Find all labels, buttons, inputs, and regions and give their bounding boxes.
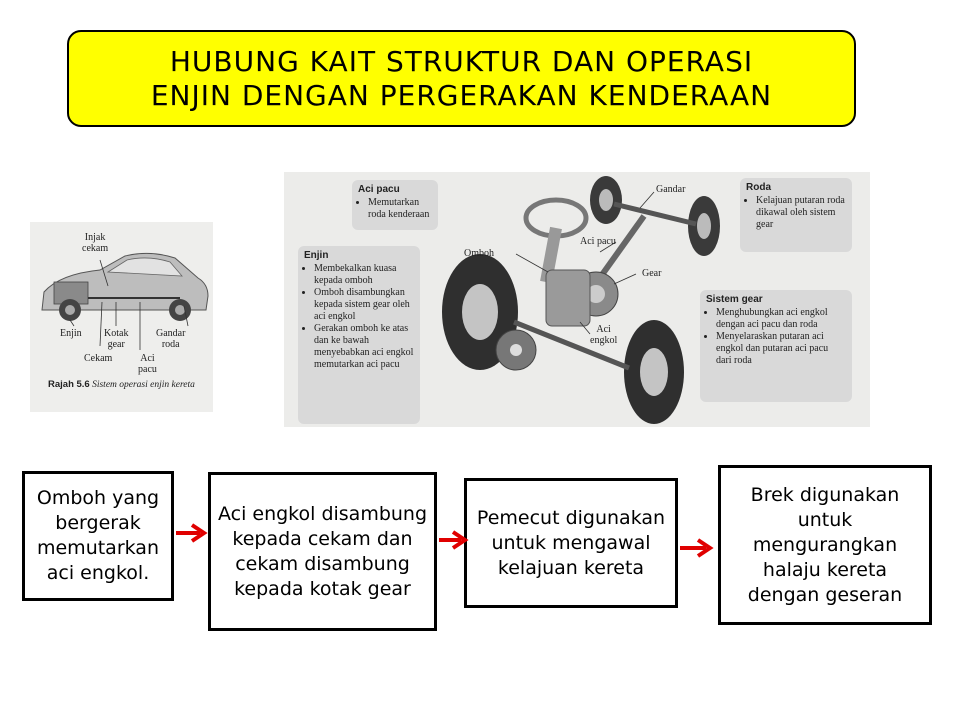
label-aci-engkol: Aci engkol <box>590 324 618 346</box>
flow-box-4: Brek digunakan untuk mengurangkan halaju kereta dengan geseran <box>718 465 932 625</box>
title-banner <box>67 30 856 127</box>
label-omboh: Omboh <box>464 248 494 259</box>
panel-enjin <box>298 246 420 424</box>
label-gear: Gear <box>642 268 662 279</box>
figure-caption <box>48 379 213 391</box>
panel-roda <box>740 178 852 252</box>
label-kotak-gear: Kotak gear <box>104 328 129 350</box>
flow-box-1: Omboh yang bergerak memutarkan aci engkol. <box>22 471 174 601</box>
drivetrain-figure <box>284 172 870 427</box>
panel-enjin-item: • Omboh disambungkan kepada sistem gear oleh aci engkol <box>314 287 414 323</box>
panel-enjin-item: • Membekalkan kuasa kepada omboh <box>314 263 414 287</box>
caption-text: Sistem operasi enjin kereta <box>92 380 195 390</box>
panel-enjin-item: • Gerakan omboh ke atas dan ke bawah menyebabkan aci engkol memutarkan aci pacu <box>314 323 414 371</box>
panel-sistem-gear-item: • Menghubungkan aci engkol dengan aci pacu dan roda <box>716 307 846 331</box>
arrow-right-icon <box>678 537 716 559</box>
label-gandar: Gandar <box>656 184 686 195</box>
panel-aci-pacu-item: • Memutarkan roda kenderaan <box>368 197 432 221</box>
panel-sistem-gear-item: • Menyelaraskan putaran aci engkol dan putaran aci pacu dari roda <box>716 331 846 367</box>
arrow-right-icon <box>437 529 471 551</box>
title-line-1: HUBUNG KAIT STRUKTUR DAN OPERASI <box>169 44 754 78</box>
flow-box-3: Pemecut digunakan untuk mengawal kelajuan kereta <box>464 478 678 608</box>
label-cekam: Cekam <box>84 353 113 364</box>
label-aci-pacu: Aci pacu <box>580 236 616 247</box>
panel-aci-pacu <box>352 180 438 230</box>
label-injak-cekam: Injak cekam <box>82 232 109 254</box>
title-line-2: ENJIN DENGAN PERGERAKAN KENDERAAN <box>150 78 773 112</box>
panel-roda-item: • Kelajuan putaran roda dikawal oleh sistem gear <box>756 195 846 231</box>
panel-aci-pacu-heading: Aci pacu <box>358 184 400 195</box>
label-enjin: Enjin <box>60 328 82 339</box>
panel-roda-heading: Roda <box>746 182 771 193</box>
panel-enjin-heading: Enjin <box>304 250 329 261</box>
label-aci-pacu: Aci pacu <box>138 353 157 375</box>
label-gandar-roda: Gandar roda <box>156 328 186 350</box>
arrow-right-icon <box>174 522 210 544</box>
panel-sistem-gear-heading: Sistem gear <box>706 294 763 305</box>
caption-number: Rajah 5.6 <box>48 379 90 390</box>
flow-box-2: Aci engkol disambung kepada cekam dan cekam disambung kepada kotak gear <box>208 472 437 631</box>
car-operation-figure <box>30 222 213 412</box>
panel-sistem-gear <box>700 290 852 402</box>
